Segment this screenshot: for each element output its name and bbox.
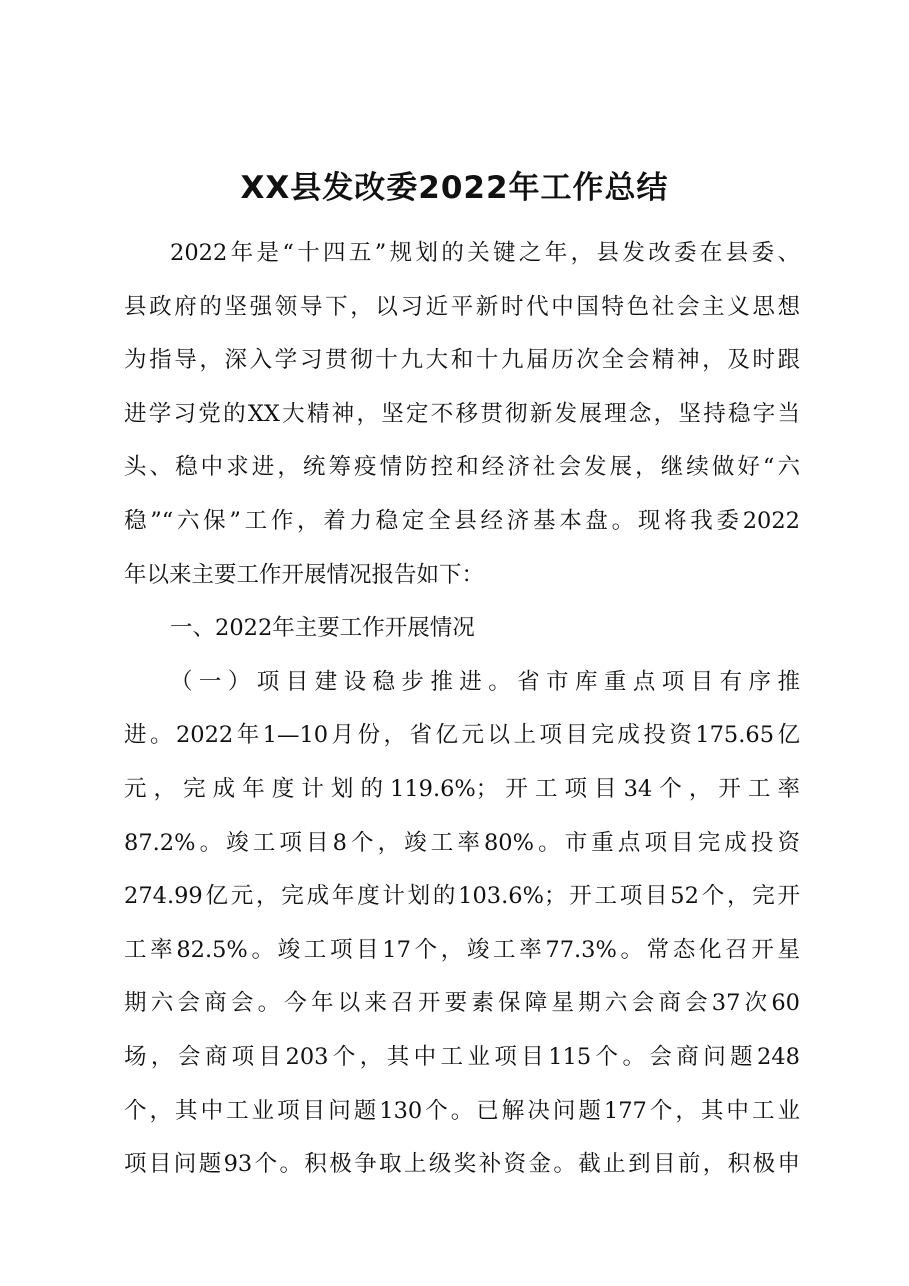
body-line: 进学习党的XX大精神，坚定不移贯彻新发展理念，坚持稳字当: [124, 400, 800, 427]
body-line: 2022年是“十四五”规划的关键之年，县发改委在县委、: [170, 240, 800, 266]
body-line: （一）项目建设稳步推进。省市库重点项目有序推: [170, 668, 800, 695]
body-line: 县政府的坚强领导下，以习近平新时代中国特色社会主义思想: [124, 293, 800, 320]
body-line: 为指导，深入学习贯彻十九大和十九届历次全会精神，及时跟: [124, 347, 800, 374]
document-title: XX县发改委2022年工作总结: [240, 170, 669, 206]
body-line: 年以来主要工作开展情况报告如下：: [124, 561, 485, 588]
body-line: 项目问题93个。积极争取上级奖补资金。截止到目前，积极申: [124, 1151, 800, 1178]
document-body: [124, 227, 800, 1192]
body-line: 87.2%。竣工项目8个，竣工率80%。市重点项目完成投资: [124, 829, 800, 856]
body-line: 进。2022年1—10月份，省亿元以上项目完成投资175.65亿: [124, 722, 800, 749]
body-line: 头、稳中求进，统筹疫情防控和经济社会发展，继续做好“六: [124, 454, 800, 481]
section-heading: 一、2022年主要工作开展情况: [170, 615, 475, 642]
body-line: 场，会商项目203个，其中工业项目115个。会商问题248: [124, 1043, 800, 1070]
body-line: 工率82.5%。竣工项目17个，竣工率77.3%。常态化召开星: [124, 936, 800, 963]
body-line: 元，完成年度计划的119.6%；开工项目34个，开工率: [124, 775, 800, 802]
body-line: 个，其中工业项目问题130个。已解决问题177个，其中工业: [124, 1097, 800, 1124]
body-line: 274.99亿元，完成年度计划的103.6%；开工项目52个，完开: [124, 883, 800, 910]
body-line: 期六会商会。今年以来召开要素保障星期六会商会37次60: [124, 990, 800, 1017]
body-line: 稳”“六保”工作，着力稳定全县经济基本盘。现将我委2022: [124, 507, 800, 534]
